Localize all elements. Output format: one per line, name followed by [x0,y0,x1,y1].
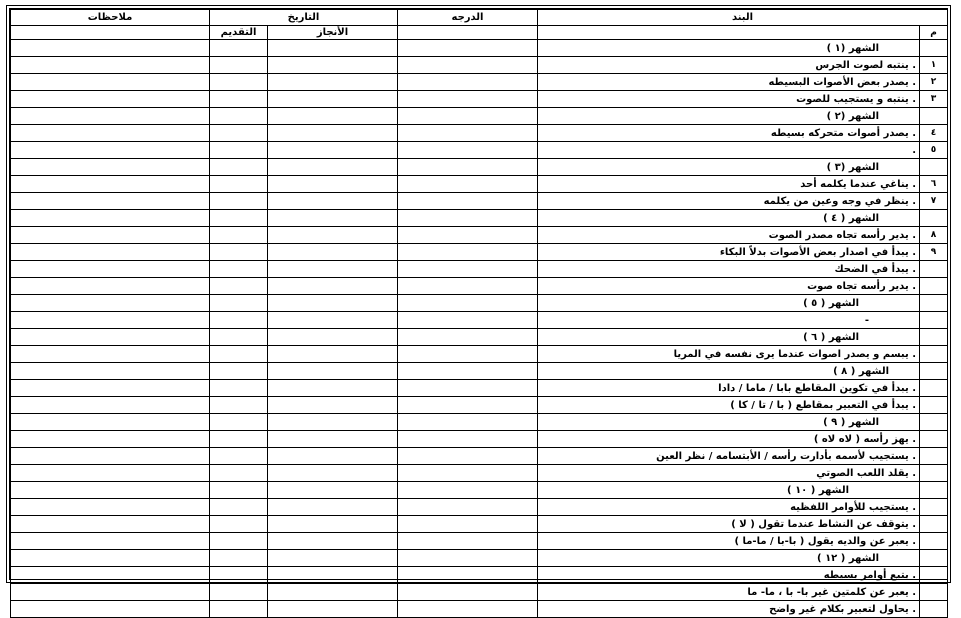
item-row [11,74,948,91]
advance-cell[interactable] [210,125,268,142]
item-cell: . يبسم و يصدر اصوات عندما يرى نفسه في المريا [538,346,920,363]
notes-sub-cell [11,26,210,40]
advance-cell[interactable] [210,567,268,584]
notes-cell[interactable] [11,550,210,567]
item-row [11,533,948,550]
month-row [11,550,948,567]
notes-cell[interactable] [11,312,210,329]
grade-cell[interactable] [398,278,538,295]
grade-cell[interactable] [398,227,538,244]
month-row [11,210,948,227]
item-cell: الشهر ( ٤ ) [538,210,920,227]
num-cell [920,295,948,312]
item-cell: . ينتبه لصوت الجرس [538,57,920,74]
subheader-row [11,26,948,40]
item-row [11,125,948,142]
achieve-cell[interactable] [268,210,398,227]
item-row [11,465,948,482]
grade-cell[interactable] [398,533,538,550]
month-row [11,414,948,431]
grade-cell[interactable] [398,465,538,482]
achieve-cell[interactable] [268,550,398,567]
grade-cell[interactable] [398,584,538,601]
achieve-cell[interactable] [268,448,398,465]
num-cell [920,584,948,601]
item-row [11,601,948,618]
notes-cell[interactable] [11,210,210,227]
num-cell: ٩ [920,244,948,261]
grade-cell[interactable] [398,295,538,312]
achieve-cell[interactable] [268,125,398,142]
achieve-cell[interactable] [268,346,398,363]
notes-cell[interactable] [11,91,210,108]
achieve-cell[interactable] [268,499,398,516]
grade-cell[interactable] [398,567,538,584]
item-cell: . ينظر في وجه وعين من يكلمه [538,193,920,210]
grade-cell[interactable] [398,193,538,210]
notes-cell[interactable] [11,193,210,210]
num-cell [920,278,948,295]
grade-cell[interactable] [398,482,538,499]
header-achieve: الأنجاز [268,26,398,40]
header-notes: ملاحظات [11,10,210,26]
grade-cell[interactable] [398,431,538,448]
advance-cell[interactable] [210,448,268,465]
achieve-cell[interactable] [268,567,398,584]
item-cell: . ينتبه و يستجيب للصوت [538,91,920,108]
notes-cell[interactable] [11,57,210,74]
achieve-cell[interactable] [268,40,398,57]
achieve-cell[interactable] [268,584,398,601]
item-cell: . يصدر أصوات متحركه بسيطه [538,125,920,142]
achieve-cell[interactable] [268,108,398,125]
achieve-cell[interactable] [268,431,398,448]
advance-cell[interactable] [210,210,268,227]
achieve-cell[interactable] [268,380,398,397]
grade-cell[interactable] [398,448,538,465]
advance-cell[interactable] [210,329,268,346]
grade-cell[interactable] [398,516,538,533]
achieve-cell[interactable] [268,142,398,159]
grade-cell[interactable] [398,397,538,414]
item-cell: . يستجيب لأسمه بأدارت رأسه / الأبتسامه / نظر العين [538,448,920,465]
item-cell: الشهر ( ٨ ) [538,363,920,380]
header-advance: التقديم [210,26,268,40]
item-row [11,57,948,74]
item-cell: - [538,312,920,329]
advance-cell[interactable] [210,227,268,244]
month-row [11,40,948,57]
item-row [11,193,948,210]
num-cell [920,516,948,533]
item-row [11,312,948,329]
grade-cell[interactable] [398,380,538,397]
grade-cell[interactable] [398,363,538,380]
num-cell: ٥ [920,142,948,159]
achieve-cell[interactable] [268,176,398,193]
month-row [11,159,948,176]
notes-cell[interactable] [11,431,210,448]
item-row [11,91,948,108]
grade-cell[interactable] [398,176,538,193]
notes-cell[interactable] [11,125,210,142]
item-cell: الشهر ( ٩ ) [538,414,920,431]
header-date: التاريخ [210,10,398,26]
item-cell: . يعبر عن كلمتين غير با- با ، ما- ما [538,584,920,601]
num-cell [920,261,948,278]
num-cell [920,159,948,176]
item-cell: . [538,142,920,159]
grade-cell[interactable] [398,244,538,261]
item-row [11,227,948,244]
num-cell [920,329,948,346]
advance-cell[interactable] [210,346,268,363]
item-cell: . يتبع أوامر بسيطه [538,567,920,584]
notes-cell[interactable] [11,601,210,618]
grade-cell[interactable] [398,159,538,176]
num-cell [920,482,948,499]
grade-cell[interactable] [398,108,538,125]
num-cell [920,380,948,397]
notes-cell[interactable] [11,482,210,499]
advance-cell[interactable] [210,159,268,176]
item-row [11,584,948,601]
achieve-cell[interactable] [268,482,398,499]
achieve-cell[interactable] [268,159,398,176]
item-cell: . يستجيب للأوامر اللفظيه [538,499,920,516]
advance-cell[interactable] [210,516,268,533]
advance-cell[interactable] [210,601,268,618]
advance-cell[interactable] [210,193,268,210]
num-cell [920,312,948,329]
grade-cell[interactable] [398,125,538,142]
item-row [11,431,948,448]
num-cell: ٣ [920,91,948,108]
notes-cell[interactable] [11,397,210,414]
advance-cell[interactable] [210,431,268,448]
achieve-cell[interactable] [268,261,398,278]
advance-cell[interactable] [210,278,268,295]
advance-cell[interactable] [210,142,268,159]
notes-cell[interactable] [11,244,210,261]
advance-cell[interactable] [210,74,268,91]
advance-cell[interactable] [210,499,268,516]
item-cell: . يعبر عن والديه يقول ( با-با / ما-ما ) [538,533,920,550]
notes-cell[interactable] [11,465,210,482]
header-grade: الدرجه [398,10,538,26]
num-cell [920,567,948,584]
achieve-cell[interactable] [268,329,398,346]
advance-cell[interactable] [210,57,268,74]
num-cell [920,533,948,550]
grade-cell[interactable] [398,346,538,363]
achieve-cell[interactable] [268,91,398,108]
num-cell [920,499,948,516]
achieve-cell[interactable] [268,74,398,91]
achieve-cell[interactable] [268,397,398,414]
item-row [11,567,948,584]
num-cell: ٢ [920,74,948,91]
num-cell [920,363,948,380]
advance-cell[interactable] [210,414,268,431]
notes-cell[interactable] [11,329,210,346]
item-cell: . يحاول لتعبير بكلام غير واضح [538,601,920,618]
achieve-cell[interactable] [268,516,398,533]
advance-cell[interactable] [210,465,268,482]
achieve-cell[interactable] [268,193,398,210]
item-cell: الشهر ( ١٢ ) [538,550,920,567]
item-row [11,448,948,465]
month-row [11,108,948,125]
item-sub-cell [538,26,920,40]
achieve-cell[interactable] [268,601,398,618]
item-cell: . يهز رأسه ( لاه لاه ) [538,431,920,448]
notes-cell[interactable] [11,142,210,159]
num-cell [920,40,948,57]
item-row [11,346,948,363]
item-row [11,380,948,397]
notes-cell[interactable] [11,380,210,397]
advance-cell[interactable] [210,108,268,125]
item-cell: . يبدأ في تكوين المقاطع بابا / ماما / دادا [538,380,920,397]
grade-cell[interactable] [398,329,538,346]
header-num: م [920,26,948,40]
item-cell: . يتوقف عن النشاط عندما تقول ( لا ) [538,516,920,533]
advance-cell[interactable] [210,533,268,550]
achieve-cell[interactable] [268,533,398,550]
advance-cell[interactable] [210,482,268,499]
advance-cell[interactable] [210,584,268,601]
num-cell [920,346,948,363]
num-cell: ٦ [920,176,948,193]
grade-cell[interactable] [398,74,538,91]
assessment-sheet [6,5,951,615]
grade-cell[interactable] [398,57,538,74]
item-cell: . يدير رأسه تجاه مصدر الصوت [538,227,920,244]
advance-cell[interactable] [210,244,268,261]
item-cell: الشهر ( ٥ ) [538,295,920,312]
notes-cell[interactable] [11,278,210,295]
advance-cell[interactable] [210,397,268,414]
grade-cell[interactable] [398,40,538,57]
notes-cell[interactable] [11,516,210,533]
grade-cell[interactable] [398,312,538,329]
notes-cell[interactable] [11,584,210,601]
grade-cell[interactable] [398,210,538,227]
num-cell: ١ [920,57,948,74]
advance-cell[interactable] [210,550,268,567]
num-cell [920,414,948,431]
item-row [11,261,948,278]
notes-cell[interactable] [11,295,210,312]
achieve-cell[interactable] [268,244,398,261]
item-row [11,278,948,295]
num-cell [920,108,948,125]
grade-cell[interactable] [398,142,538,159]
num-cell [920,465,948,482]
notes-cell[interactable] [11,74,210,91]
notes-cell[interactable] [11,108,210,125]
achieve-cell[interactable] [268,414,398,431]
advance-cell[interactable] [210,261,268,278]
item-row [11,142,948,159]
grade-cell[interactable] [398,601,538,618]
grade-cell[interactable] [398,499,538,516]
header-row [11,10,948,26]
num-cell: ٤ [920,125,948,142]
advance-cell[interactable] [210,295,268,312]
item-cell: الشهر (١ ) [538,40,920,57]
item-cell: . يقلد اللعب الصوتي [538,465,920,482]
notes-cell[interactable] [11,567,210,584]
item-cell: . يناغي عندما يكلمه أحد [538,176,920,193]
notes-cell[interactable] [11,40,210,57]
achieve-cell[interactable] [268,363,398,380]
item-cell: الشهر (٢ ) [538,108,920,125]
grade-cell[interactable] [398,550,538,567]
item-row [11,516,948,533]
achieve-cell[interactable] [268,312,398,329]
notes-cell[interactable] [11,227,210,244]
num-cell [920,550,948,567]
num-cell: ٧ [920,193,948,210]
grade-cell[interactable] [398,91,538,108]
notes-cell[interactable] [11,346,210,363]
num-cell [920,397,948,414]
num-cell [920,210,948,227]
achieve-cell[interactable] [268,57,398,74]
grade-sub-cell [398,26,538,40]
advance-cell[interactable] [210,312,268,329]
item-cell: الشهر ( ١٠ ) [538,482,920,499]
month-row [11,482,948,499]
item-cell: الشهر (٣ ) [538,159,920,176]
notes-cell[interactable] [11,414,210,431]
notes-cell[interactable] [11,363,210,380]
item-cell: . يبدأ في اصدار بعض الأصوات بدلاً البكاء [538,244,920,261]
advance-cell[interactable] [210,91,268,108]
notes-cell[interactable] [11,176,210,193]
assessment-table [10,9,948,618]
achieve-cell[interactable] [268,465,398,482]
notes-cell[interactable] [11,533,210,550]
item-row [11,499,948,516]
grade-cell[interactable] [398,261,538,278]
advance-cell[interactable] [210,363,268,380]
month-row [11,295,948,312]
grade-cell[interactable] [398,414,538,431]
item-cell: . يدير رأسه تجاه صوت [538,278,920,295]
month-row [11,329,948,346]
notes-cell[interactable] [11,261,210,278]
advance-cell[interactable] [210,40,268,57]
item-cell: الشهر ( ٦ ) [538,329,920,346]
item-cell: . يبدأ في الضحك [538,261,920,278]
achieve-cell[interactable] [268,278,398,295]
month-row [11,363,948,380]
achieve-cell[interactable] [268,227,398,244]
advance-cell[interactable] [210,380,268,397]
achieve-cell[interactable] [268,295,398,312]
header-item: البند [538,10,948,26]
notes-cell[interactable] [11,448,210,465]
item-cell: . يصدر بعض الأصوات البسيطه [538,74,920,91]
num-cell [920,601,948,618]
advance-cell[interactable] [210,176,268,193]
item-row [11,244,948,261]
item-row [11,176,948,193]
item-row [11,397,948,414]
num-cell [920,431,948,448]
num-cell [920,448,948,465]
num-cell: ٨ [920,227,948,244]
item-cell: . يبدأ في التعبير بمقاطع ( با / تا / كا ) [538,397,920,414]
notes-cell[interactable] [11,499,210,516]
notes-cell[interactable] [11,159,210,176]
